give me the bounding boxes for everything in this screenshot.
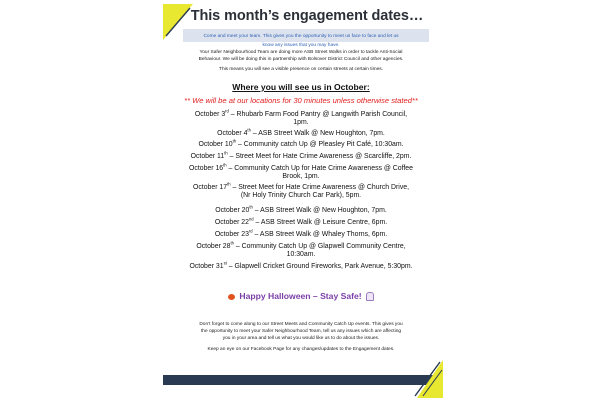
- event-item: [169, 216, 433, 227]
- event-detail: – ASB Street Walk @ New Houghton, 7pm.: [252, 207, 387, 214]
- event-date: October 3: [194, 111, 226, 118]
- event-date-suffix: th: [232, 138, 237, 144]
- intro-line: Your Safer Neighbourhood Team are doing more ASB Street Walks in order to tackle Anti-Social: [199, 50, 403, 55]
- event-date-suffix: rd: [225, 108, 229, 114]
- halloween-message: [163, 291, 439, 301]
- event-date-suffix: th: [249, 204, 253, 210]
- intro-line: Come and meet your team. This gives you the opportunity to meet us face to face and let us: [203, 34, 399, 39]
- event-date: October 28: [196, 243, 231, 250]
- event-detail: – Community Catch Up @ Glapwell Community Centre,: [233, 243, 406, 250]
- event-item: [169, 150, 433, 161]
- pumpkin-icon: [228, 294, 235, 300]
- corner-graphic-bottom-right: [413, 356, 443, 398]
- intro-line: This means you will see a visible presence on certain streets at certain times.: [219, 67, 383, 72]
- event-detail-continued: (Nr Holy Trinity Church Car Park), 5pm.: [240, 192, 362, 199]
- halloween-text: Happy Halloween – Stay Safe!: [239, 291, 362, 301]
- duration-notice: ** We will be at our locations for 30 minutes unless otherwise stated**: [184, 96, 418, 105]
- event-detail: – Street Meet for Hate Crime Awareness @ Church Drive,: [230, 184, 410, 191]
- event-date-suffix: th: [230, 240, 234, 246]
- page-title: This month’s engagement dates…: [190, 8, 424, 24]
- event-date-suffix: nd: [248, 216, 254, 222]
- event-date: October 4: [217, 130, 248, 137]
- event-date: October 22: [214, 219, 249, 226]
- event-item: [169, 260, 433, 271]
- event-detail: – Community Catch Up for Hate Crime Awareness @ Coffee: [226, 165, 413, 172]
- flyer-page: [163, 0, 439, 410]
- footer-line: Don’t forget to come along to our Street Meets and Community Catch Up events. This gives you: [199, 322, 403, 327]
- event-detail: – ASB Street Walk @ Whaley Thorns, 6pm.: [252, 231, 388, 238]
- event-date: October 11: [190, 153, 225, 160]
- event-detail: – Rhubarb Farm Food Pantry @ Langwith Parish Council,: [228, 111, 408, 118]
- event-date: October 31: [189, 263, 224, 270]
- event-detail: – ASB Street Walk @ Leisure Centre, 6pm.: [253, 219, 388, 226]
- bottom-bar: [163, 375, 439, 385]
- event-date: October 16: [189, 165, 224, 172]
- event-detail: – Street Meet for Hate Crime Awareness @ Scarcliffe, 2pm.: [227, 153, 412, 160]
- event-date-suffix: th: [227, 181, 231, 187]
- event-date: October 23: [214, 231, 249, 238]
- event-item: [169, 204, 433, 215]
- event-date-suffix: th: [247, 127, 251, 133]
- event-date-suffix: st: [223, 260, 227, 266]
- event-date-suffix: th: [224, 150, 228, 156]
- event-date: October 10: [198, 141, 233, 148]
- event-date-suffix: th: [223, 162, 227, 168]
- event-item: [169, 127, 433, 138]
- footer-line: Keep an eye on our Facebook Page for any changes/updates to the Engagement dates.: [207, 347, 395, 352]
- event-date: October 17: [192, 184, 228, 191]
- event-item: [169, 138, 433, 149]
- footer-line: the opportunity to meet your Safer Neighbourhood Team, tell us any issues which are affecting: [200, 329, 402, 334]
- event-detail-continued: Brook, 1pm.: [282, 173, 320, 180]
- intro-line: know any issues that you may have.: [262, 43, 340, 48]
- event-detail: – ASB Street Walk @ New Houghton, 7pm.: [250, 130, 385, 137]
- event-date-suffix: rd: [248, 228, 253, 234]
- event-detail-continued: 10:30am.: [286, 251, 316, 258]
- event-detail: – Glapwell Cricket Ground Fireworks, Park Avenue, 5:30pm.: [226, 263, 413, 270]
- ghost-icon: [366, 292, 374, 301]
- intro-line: Behaviour. We will be doing this in partnership with Bolsover District Council and other agencies.: [198, 57, 404, 62]
- event-item: [169, 108, 433, 127]
- event-detail: – Community catch Up @ Pleasley Pit Café, 10:30am.: [236, 141, 404, 148]
- event-date: October 20: [215, 207, 250, 214]
- section-heading: Where you will see us in October:: [232, 82, 370, 92]
- event-item: [169, 240, 433, 259]
- footer-line: you in your area and tell us what you would like us to do about the issues.: [222, 336, 380, 341]
- event-item: [169, 181, 433, 200]
- event-item: [169, 228, 433, 239]
- event-detail-continued: 1pm.: [293, 119, 309, 126]
- event-item: [169, 162, 433, 181]
